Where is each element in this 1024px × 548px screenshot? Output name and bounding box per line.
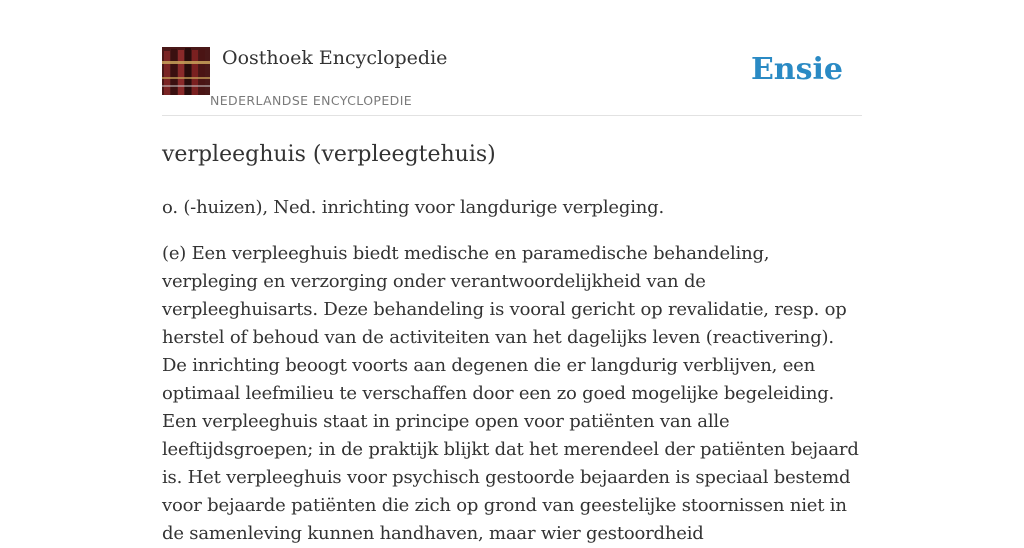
source-subtitle: NEDERLANDSE ENCYCLOPEDIE <box>210 93 413 108</box>
header-divider <box>162 115 862 116</box>
encyclopedia-avatar[interactable] <box>162 47 210 95</box>
brand-logo[interactable]: Ensie <box>750 52 843 87</box>
header <box>162 46 862 116</box>
article-definition: o. (-huizen), Ned. inrichting voor langdurige verpleging. <box>162 197 665 218</box>
source-name[interactable]: Oosthoek Encyclopedie <box>222 47 448 69</box>
article-title: verpleeghuis (verpleegtehuis) <box>162 142 496 167</box>
article <box>162 140 862 548</box>
article-body: (e) Een verpleeghuis biedt medische en paramedische behandeling, verpleging en verzorging onder verantwoordelijkheid van de verpleeghuisarts. Deze behandeling is vooral gericht op revalidatie, resp. op herstel of behoud van de activiteiten van het dagelijks leven (reactivering). De inrichting beoogt voorts aan degenen die er langdurig verblijven, een optimaal leefmilieu te verschaffen door een zo goed mogelijke begeleiding. Een verpleeghuis staat in principe open voor patiënten van alle leeftijdsgroepen; in de praktijk blijkt dat het merendeel der patiënten bejaard is. Het verpleeghuis voor psychisch gestoorde bejaarden is speciaal bestemd voor bejaarde patiënten die zich op grond van geestelijke stoornissen niet in de samenleving kunnen handhaven, maar wier gestoordheid <box>162 243 859 544</box>
book-spines-icon <box>162 47 210 95</box>
